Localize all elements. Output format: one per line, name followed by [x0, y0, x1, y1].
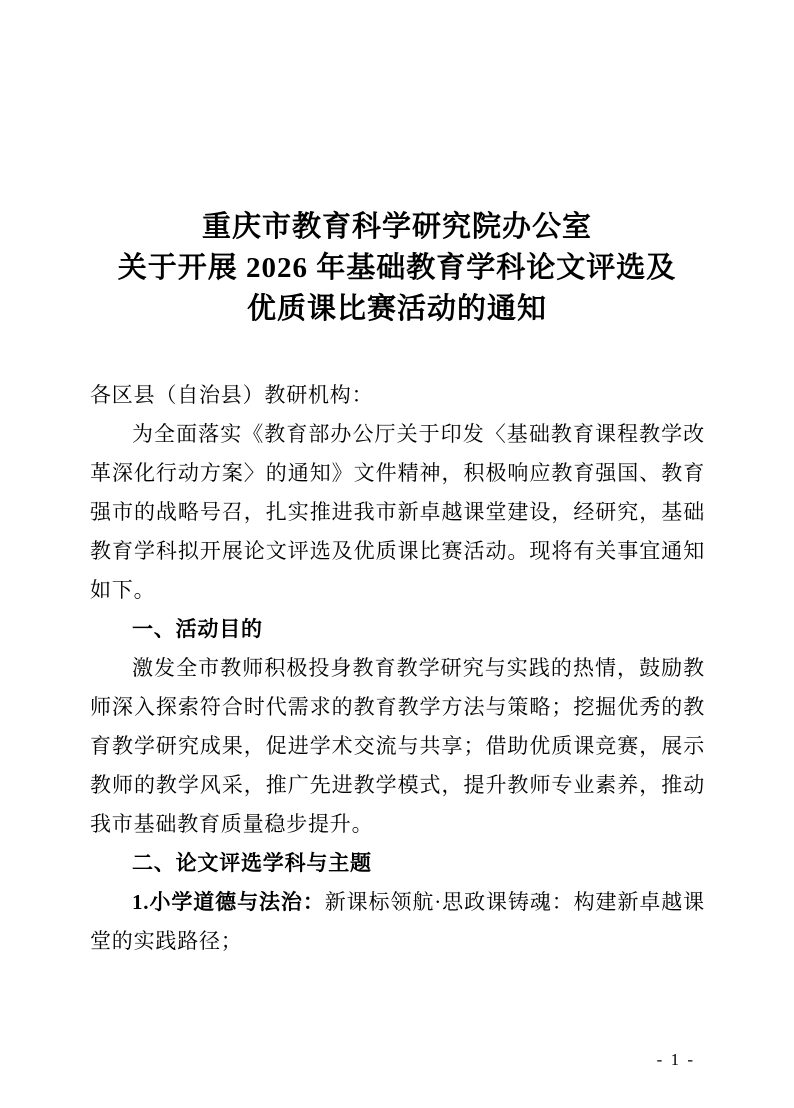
section-1-heading: 一、活动目的: [132, 618, 263, 641]
title-line-2: 关于开展 2026 年基础教育学科论文评选及: [117, 252, 677, 284]
list-item-1-text: 新课标领航·思政课铸魂：构建新卓越课堂的实践路径；: [90, 890, 705, 953]
list-item-1: [90, 883, 705, 961]
page-number: - 1 -: [656, 1050, 695, 1069]
document-title: [0, 207, 794, 330]
section-1-paragraph: 激发全市教师积极投身教育教学研究与实践的热情，鼓励教师深入探索符合时代需求的教育教学方法与策略；挖掘优秀的教育教学研究成果，促进学术交流与共享；借助优质课竞赛，展示教师的教学风采，推广先进教学模式，提升教师专业素养，推动我市基础教育质量稳步提升。: [90, 656, 705, 836]
document-body: [90, 376, 705, 961]
list-item-1-label: 1.小学道德与法治：: [132, 890, 325, 914]
section-2-heading: 二、论文评选学科与主题: [132, 852, 372, 875]
title-line-1: 重庆市教育科学研究院办公室: [201, 211, 592, 243]
salutation: 各区县（自治县）教研机构：: [90, 383, 374, 407]
intro-paragraph: 为全面落实《教育部办公厅关于印发〈基础教育课程教学改革深化行动方案〉的通知》文件精神，积极响应教育强国、教育强市的战略号召，扎实推进我市新卓越课堂建设，经研究，基础教育学科拟开展论文评选及优质课比赛活动。现将有关事宜通知如下。: [90, 422, 705, 602]
title-line-3: 优质课比赛活动的通知: [246, 293, 547, 325]
